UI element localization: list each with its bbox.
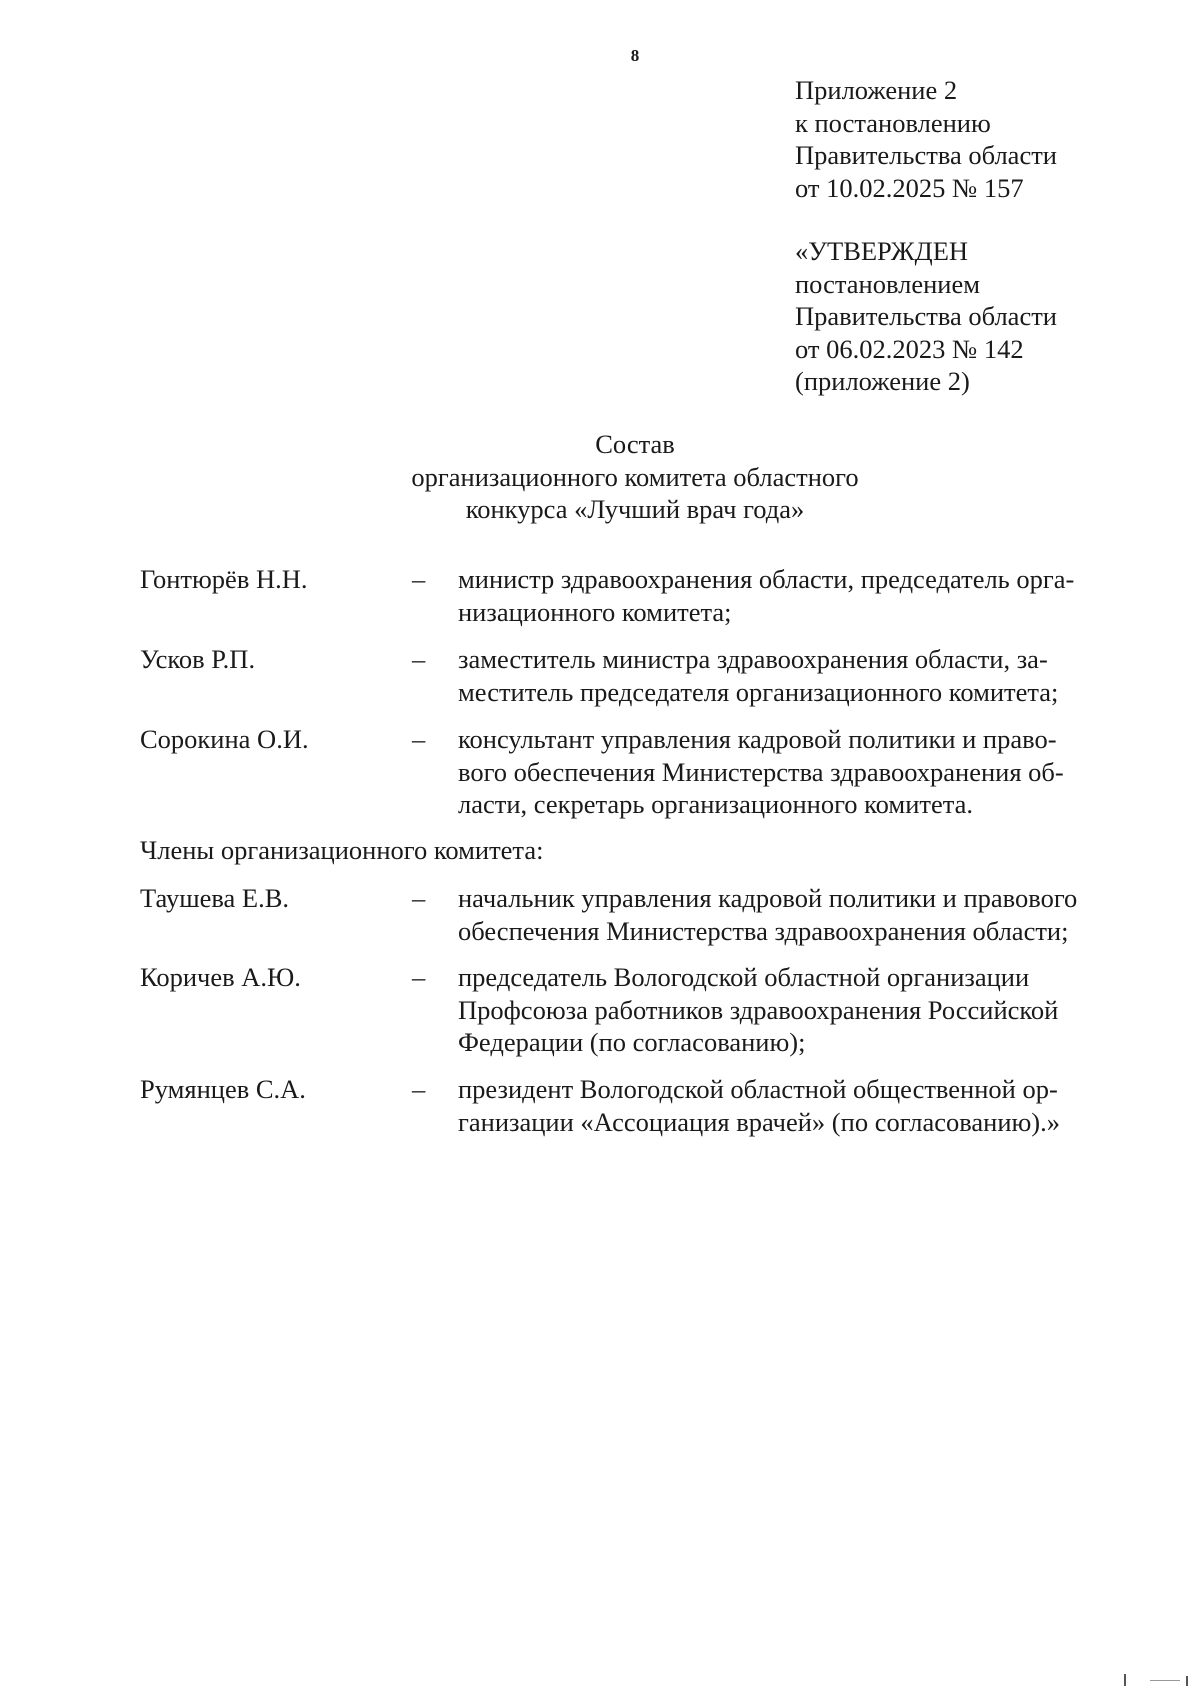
scan-artifact bbox=[1186, 1676, 1188, 1686]
role-line: вого обеспечения Министерства здравоохранения об- bbox=[458, 756, 1064, 787]
role-line: президент Вологодской областной общественной ор- bbox=[458, 1074, 1058, 1104]
approval-line: от 06.02.2023 № 142 bbox=[795, 333, 1024, 364]
title-line: организационного комитета областного bbox=[411, 461, 859, 492]
approval-line: постановлением bbox=[795, 268, 980, 299]
title-line: конкурса «Лучший врач года» bbox=[465, 494, 805, 524]
approval-stamp bbox=[795, 235, 1057, 398]
role-line: низационного комитета; bbox=[458, 596, 732, 627]
members-heading: Члены организационного комитета: bbox=[140, 835, 544, 865]
dash-separator: – bbox=[412, 724, 426, 754]
member-role bbox=[458, 961, 1200, 1059]
role-line: обеспечения Министерства здравоохранения области; bbox=[458, 915, 1069, 946]
role-line: начальник управления кадровой политики и правового bbox=[458, 883, 1078, 913]
role-line: меститель председателя организационного комитета; bbox=[458, 676, 1059, 707]
approval-line: (приложение 2) bbox=[795, 366, 970, 396]
member-role bbox=[458, 723, 1200, 821]
member-name: Коричев А.Ю. bbox=[140, 962, 301, 992]
member-name: Румянцев С.А. bbox=[140, 1074, 306, 1104]
member-name: Гонтюрёв Н.Н. bbox=[140, 564, 308, 594]
approval-line: Правительства области bbox=[795, 301, 1057, 331]
role-line: Профсоюза работников здравоохранения Российской bbox=[458, 994, 1059, 1025]
member-name: Усков Р.П. bbox=[140, 644, 256, 674]
page-number: 8 bbox=[630, 46, 640, 65]
role-line: ласти, секретарь организационного комитета. bbox=[458, 789, 974, 819]
scan-artifact bbox=[1124, 1674, 1126, 1686]
member-role bbox=[458, 1073, 1200, 1138]
appendix-line: от 10.02.2025 № 157 bbox=[795, 172, 1024, 203]
role-line: председатель Вологодской областной организации bbox=[458, 962, 1030, 992]
appendix-line: Приложение 2 bbox=[795, 75, 958, 105]
member-role bbox=[458, 563, 1200, 628]
appendix-line: Правительства области bbox=[795, 140, 1057, 170]
role-line: консультант управления кадровой политики и право- bbox=[458, 724, 1057, 754]
dash-separator: – bbox=[412, 962, 426, 992]
member-name: Таушева Е.В. bbox=[140, 883, 290, 913]
member-role bbox=[458, 882, 1200, 947]
role-line: ганизации «Ассоциация врачей» (по согласованию).» bbox=[458, 1106, 1061, 1137]
approval-line: «УТВЕРЖДЕН bbox=[795, 236, 969, 266]
member-name: Сорокина О.И. bbox=[140, 724, 309, 754]
title-line: Состав bbox=[595, 429, 675, 459]
dash-separator: – bbox=[412, 1074, 426, 1104]
role-line: министр здравоохранения области, председатель орга- bbox=[458, 564, 1075, 594]
role-line: Федерации (по согласованию); bbox=[458, 1027, 806, 1057]
dash-separator: – bbox=[412, 564, 426, 594]
appendix-line: к постановлению bbox=[795, 107, 991, 138]
document-title bbox=[300, 428, 970, 526]
appendix-reference bbox=[795, 74, 1057, 204]
member-role bbox=[458, 643, 1200, 708]
dash-separator: – bbox=[412, 644, 426, 674]
dash-separator: – bbox=[412, 883, 426, 913]
scan-artifact bbox=[1150, 1680, 1180, 1681]
role-line: заместитель министра здравоохранения области, за- bbox=[458, 644, 1048, 674]
